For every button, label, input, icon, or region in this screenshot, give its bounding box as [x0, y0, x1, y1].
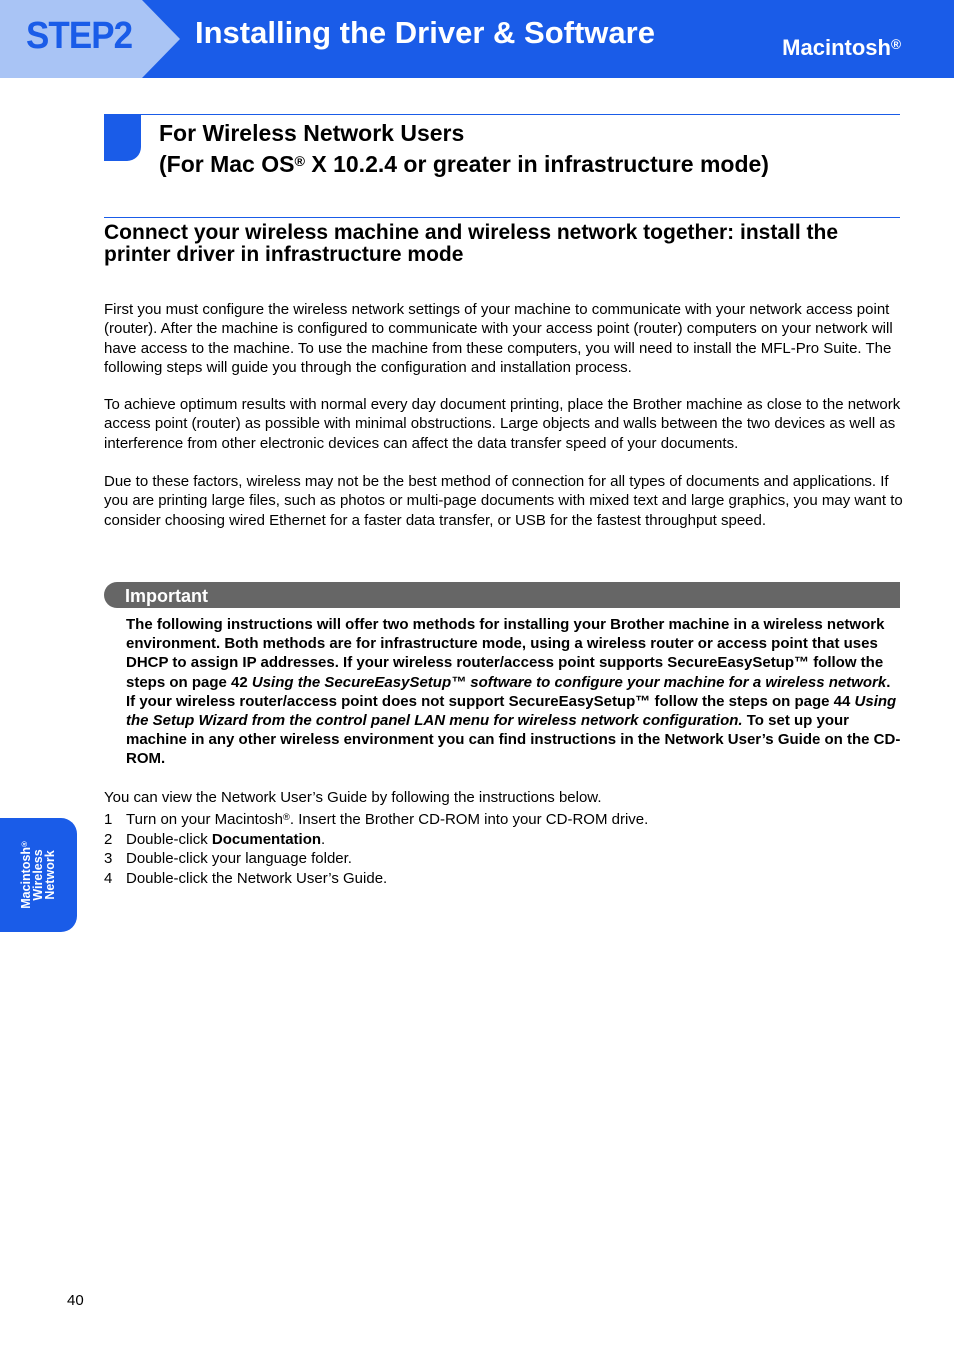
subsection-heading: Connect your wireless machine and wireless network together: install the printer driver in infrastructure mode — [104, 221, 839, 266]
important-text: The following instructions will offer two methods for installing your Brother machine in a wireless network environment. Both methods are for infrastructure mode, using a wireless router or access point that uses DHCP to assign IP addresses. If your wireless router/access point supports SecureEasySetup™ follow the steps on page 42 Using the SecureEasySetup™ software to configure your machine for a wireless network. If your wireless router/access point does not support SecureEasySetup™ follow the steps on page 44 Using the Setup Wizard from the control panel LAN menu for wireless network configuration. To set up your machine in any other wireless environment you can find instructions in the Network User’s Guide on the CD-ROM. — [126, 616, 901, 768]
paragraph-2: To achieve optimum results with normal every day document printing, place the Brother machine as close to the network access point (router) as possible with minimal obstructions. Large objects and walls between the two devices as well as interference from other electronic devices can affect the data transfer speed of your documents. — [104, 396, 901, 452]
page-header — [0, 0, 954, 78]
paragraph-3: Due to these factors, wireless may not be the best method of connection for all types of documents and applications. If you are printing large files, such as photos or multi-page documents with mixed text and large graphics, you may want to consider choosing wired Ethernet for a faster data transfer, or USB for the fastest throughput speed. — [104, 473, 903, 529]
important-reference-1: Using the SecureEasySetup™ software to configure your machine for a wireless network — [251, 673, 887, 691]
important-reference-2: Using the Setup Wizard from the control panel LAN menu for wireless network configuration. — [126, 692, 897, 730]
section-title-line2: (For Mac OS® X 10.2.4 or greater in infrastructure mode) — [159, 151, 769, 177]
side-section-tab[interactable] — [0, 818, 77, 932]
section-title-line1: For Wireless Network Users — [159, 120, 465, 146]
important-banner — [104, 582, 900, 608]
page-number: 40 — [67, 1292, 84, 1309]
section-title — [159, 118, 769, 180]
important-label: Important — [125, 586, 208, 606]
step-label: STEP2 — [26, 15, 133, 57]
paragraph-1: First you must configure the wireless network settings of your machine to communicate with your network access point (router). After the machine is configured to communicate with your access point (router) computers on your network will have access to the machine. To use the machine from these computers, you will need to install the MFL-Pro Suite. The following steps will guide you through the configuration and installation process. — [104, 301, 893, 376]
header-title: Installing the Driver & Software — [195, 15, 655, 50]
side-tab-label: Macintosh® Wireless Network — [19, 841, 57, 909]
section-marker — [104, 114, 141, 161]
heading-rule — [104, 217, 900, 218]
section-top-rule — [141, 114, 900, 115]
guide-intro: You can view the Network User’s Guide by following the instructions below. — [104, 789, 602, 806]
platform-label: Macintosh® — [782, 35, 901, 60]
instruction-list — [104, 810, 884, 888]
list-item: 2 Double-click Documentation. — [104, 830, 326, 848]
list-item: 4 Double-click the Network User’s Guide. — [104, 869, 388, 887]
list-item: 3 Double-click your language folder. — [104, 850, 352, 867]
list-item: 1 Turn on your Macintosh®. Insert the Brother CD-ROM into your CD-ROM drive. — [104, 811, 649, 828]
